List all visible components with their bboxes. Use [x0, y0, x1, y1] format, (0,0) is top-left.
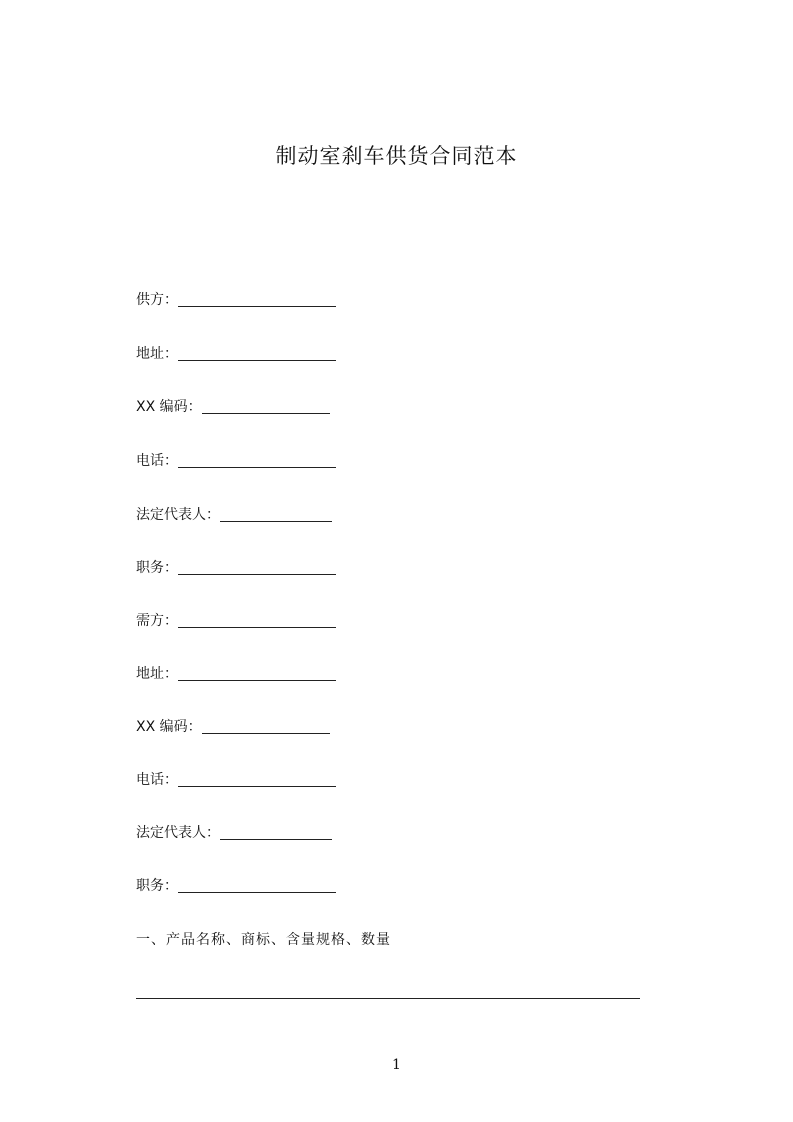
field-label: 法定代表人： — [136, 825, 220, 841]
blank-line[interactable] — [178, 772, 336, 787]
blank-line[interactable] — [178, 560, 336, 575]
field-label: 电话： — [136, 453, 178, 469]
field-label: 职务： — [136, 878, 178, 894]
blank-line[interactable] — [178, 346, 336, 361]
blank-line[interactable] — [202, 719, 330, 734]
buyer-position-field — [136, 875, 336, 897]
buyer-legal-rep-field — [136, 822, 332, 844]
supplier-legal-rep-field — [136, 504, 332, 526]
supplier-phone-field — [136, 450, 336, 472]
field-label: 地址： — [136, 346, 178, 362]
blank-line[interactable] — [178, 453, 336, 468]
field-label: 职务： — [136, 560, 178, 576]
blank-line[interactable] — [202, 399, 330, 414]
buyer-code-field — [136, 716, 330, 738]
supplier-address-field — [136, 343, 336, 365]
blank-line[interactable] — [178, 292, 336, 307]
blank-line[interactable] — [178, 666, 336, 681]
supplier-position-field — [136, 557, 336, 579]
field-label: 法定代表人： — [136, 507, 220, 523]
buyer-field — [136, 610, 336, 632]
field-label: 需方： — [136, 613, 178, 629]
field-label: XX 编码： — [136, 399, 202, 415]
section-heading: 一、产品名称、商标、含量规格、数量 — [136, 932, 391, 948]
buyer-phone-field — [136, 769, 336, 791]
field-label: 地址： — [136, 666, 178, 682]
blank-line[interactable] — [220, 507, 332, 522]
blank-line[interactable] — [178, 878, 336, 893]
blank-line[interactable] — [220, 825, 332, 840]
fill-in-line[interactable] — [136, 998, 640, 999]
document-title: 制动室刹车供货合同范本 — [275, 144, 518, 168]
supplier-field — [136, 289, 336, 311]
page-number: 1 — [392, 1057, 401, 1073]
field-label: 供方： — [136, 292, 178, 308]
field-label: 电话： — [136, 772, 178, 788]
field-label: XX 编码： — [136, 719, 202, 735]
blank-line[interactable] — [178, 613, 336, 628]
buyer-address-field — [136, 663, 336, 685]
supplier-code-field — [136, 396, 330, 418]
